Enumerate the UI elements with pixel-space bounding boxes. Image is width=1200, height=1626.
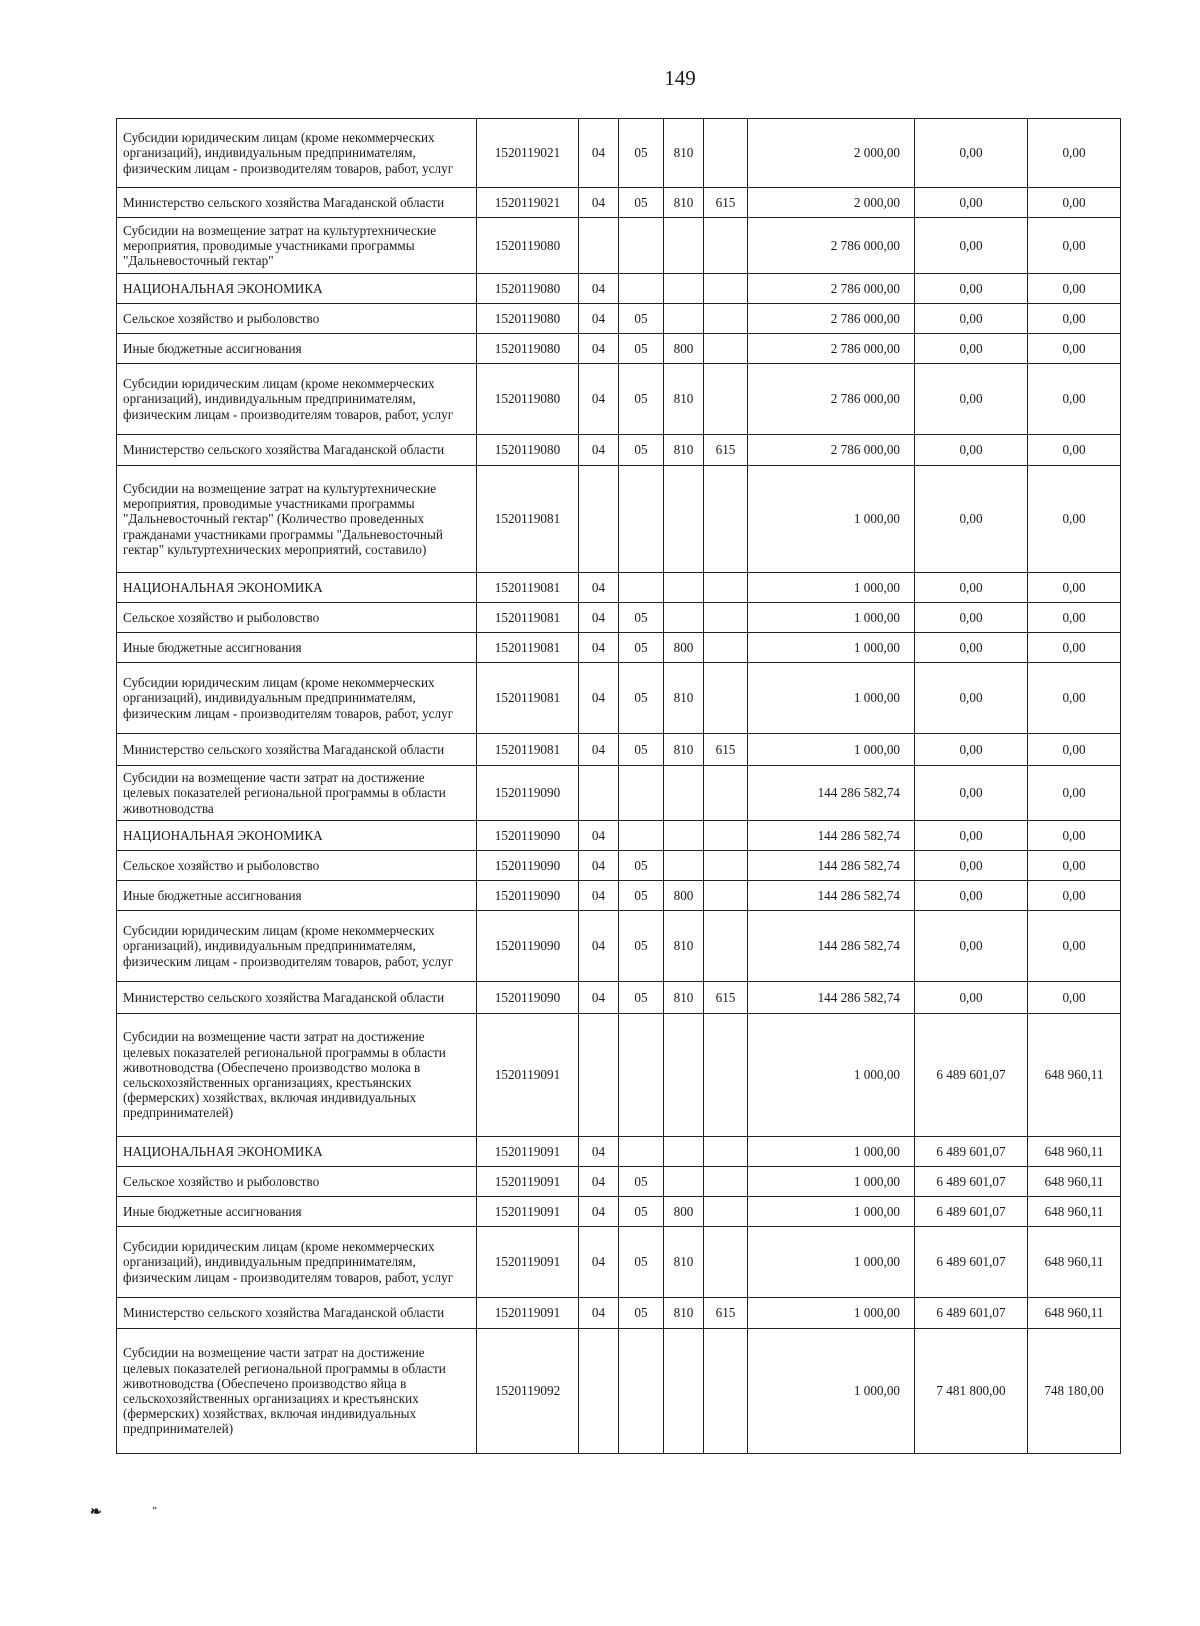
- cell-sum-3: 0,00: [1028, 911, 1121, 982]
- scan-mark: ": [152, 1506, 158, 1517]
- cell-pr: [619, 274, 664, 304]
- cell-vr: [664, 1014, 704, 1137]
- table-row: [117, 851, 1121, 881]
- cell-grbs: [704, 218, 748, 274]
- table-row: [117, 1197, 1121, 1227]
- cell-rz: 04: [579, 603, 619, 633]
- cell-sum-1: 1 000,00: [748, 573, 915, 603]
- cell-rz: [579, 1329, 619, 1454]
- cell-sum-2: 0,00: [915, 766, 1028, 821]
- cell-name: НАЦИОНАЛЬНАЯ ЭКОНОМИКА: [117, 573, 477, 603]
- cell-vr: 810: [664, 911, 704, 982]
- cell-vr: [664, 466, 704, 573]
- cell-grbs: [704, 1227, 748, 1298]
- cell-vr: [664, 1167, 704, 1197]
- table-row: [117, 821, 1121, 851]
- table-row: [117, 573, 1121, 603]
- cell-sum-3: 648 960,11: [1028, 1197, 1121, 1227]
- cell-sum-1: 144 286 582,74: [748, 982, 915, 1014]
- cell-rz: 04: [579, 1167, 619, 1197]
- cell-pr: 05: [619, 119, 664, 188]
- cell-grbs: 615: [704, 188, 748, 218]
- cell-grbs: [704, 304, 748, 334]
- cell-sum-1: 1 000,00: [748, 1197, 915, 1227]
- cell-code: 1520119081: [477, 734, 579, 766]
- cell-pr: [619, 766, 664, 821]
- cell-sum-2: 0,00: [915, 435, 1028, 466]
- cell-sum-3: 0,00: [1028, 304, 1121, 334]
- cell-sum-2: 6 489 601,07: [915, 1227, 1028, 1298]
- cell-grbs: [704, 603, 748, 633]
- cell-code: 1520119080: [477, 274, 579, 304]
- cell-name: Сельское хозяйство и рыболовство: [117, 603, 477, 633]
- cell-name: НАЦИОНАЛЬНАЯ ЭКОНОМИКА: [117, 274, 477, 304]
- table-row: [117, 633, 1121, 663]
- cell-sum-3: 0,00: [1028, 603, 1121, 633]
- cell-name: Иные бюджетные ассигнования: [117, 881, 477, 911]
- table-row: [117, 734, 1121, 766]
- cell-rz: 04: [579, 274, 619, 304]
- cell-sum-2: 0,00: [915, 734, 1028, 766]
- cell-sum-1: 1 000,00: [748, 1298, 915, 1329]
- cell-vr: [664, 573, 704, 603]
- cell-sum-1: 144 286 582,74: [748, 881, 915, 911]
- cell-sum-1: 1 000,00: [748, 466, 915, 573]
- table-row: [117, 1227, 1121, 1298]
- cell-grbs: [704, 881, 748, 911]
- cell-sum-2: 6 489 601,07: [915, 1167, 1028, 1197]
- cell-code: 1520119080: [477, 435, 579, 466]
- cell-rz: 04: [579, 1197, 619, 1227]
- cell-sum-1: 1 000,00: [748, 1137, 915, 1167]
- cell-grbs: [704, 1014, 748, 1137]
- cell-sum-3: 0,00: [1028, 663, 1121, 734]
- cell-grbs: [704, 119, 748, 188]
- cell-code: 1520119091: [477, 1227, 579, 1298]
- cell-name: Сельское хозяйство и рыболовство: [117, 851, 477, 881]
- cell-sum-1: 2 786 000,00: [748, 274, 915, 304]
- cell-rz: [579, 218, 619, 274]
- cell-rz: 04: [579, 1137, 619, 1167]
- cell-sum-2: 0,00: [915, 466, 1028, 573]
- table-row: [117, 435, 1121, 466]
- cell-rz: 04: [579, 364, 619, 435]
- cell-pr: 05: [619, 911, 664, 982]
- cell-sum-3: 748 180,00: [1028, 1329, 1121, 1454]
- cell-vr: 810: [664, 364, 704, 435]
- cell-sum-2: 6 489 601,07: [915, 1014, 1028, 1137]
- cell-name: Субсидии на возмещение части затрат на достижение целевых показателей региональной программы в области животноводства (Обеспечено производство яйца в сельскохозяйственных организациях и крестьянских (фермерских) хозяйствах, включая индивидуальных предпринимателей): [117, 1329, 477, 1454]
- cell-sum-3: 0,00: [1028, 821, 1121, 851]
- cell-name: Субсидии на возмещение затрат на культуртехнические мероприятия, проводимые участниками программы "Дальневосточный гектар": [117, 218, 477, 274]
- cell-grbs: [704, 364, 748, 435]
- table-row: [117, 334, 1121, 364]
- cell-grbs: [704, 766, 748, 821]
- table-row: [117, 188, 1121, 218]
- cell-code: 1520119080: [477, 364, 579, 435]
- cell-vr: [664, 218, 704, 274]
- cell-vr: [664, 766, 704, 821]
- cell-sum-2: 0,00: [915, 218, 1028, 274]
- cell-pr: [619, 1329, 664, 1454]
- cell-sum-2: 6 489 601,07: [915, 1137, 1028, 1167]
- cell-sum-2: 0,00: [915, 119, 1028, 188]
- cell-pr: 05: [619, 603, 664, 633]
- cell-rz: [579, 1014, 619, 1137]
- cell-sum-3: 0,00: [1028, 881, 1121, 911]
- cell-code: 1520119081: [477, 633, 579, 663]
- cell-rz: 04: [579, 633, 619, 663]
- cell-sum-1: 2 786 000,00: [748, 334, 915, 364]
- cell-sum-3: 0,00: [1028, 218, 1121, 274]
- cell-sum-2: 0,00: [915, 334, 1028, 364]
- cell-name: Субсидии юридическим лицам (кроме некоммерческих организаций), индивидуальным предпринимателям, физическим лицам - производителям товаров, работ, услуг: [117, 364, 477, 435]
- cell-grbs: 615: [704, 1298, 748, 1329]
- table-row: [117, 663, 1121, 734]
- cell-sum-2: 0,00: [915, 304, 1028, 334]
- cell-vr: [664, 1329, 704, 1454]
- cell-rz: 04: [579, 304, 619, 334]
- cell-sum-1: 1 000,00: [748, 603, 915, 633]
- cell-code: 1520119080: [477, 218, 579, 274]
- cell-vr: 810: [664, 982, 704, 1014]
- cell-pr: 05: [619, 982, 664, 1014]
- scan-mark: ❧: [90, 1505, 102, 1520]
- cell-sum-1: 1 000,00: [748, 633, 915, 663]
- cell-rz: 04: [579, 663, 619, 734]
- cell-pr: [619, 821, 664, 851]
- cell-sum-3: 648 960,11: [1028, 1137, 1121, 1167]
- cell-rz: 04: [579, 188, 619, 218]
- cell-sum-2: 0,00: [915, 364, 1028, 435]
- cell-pr: 05: [619, 188, 664, 218]
- cell-name: Министерство сельского хозяйства Магаданской области: [117, 188, 477, 218]
- cell-pr: 05: [619, 304, 664, 334]
- table-row: [117, 466, 1121, 573]
- cell-rz: 04: [579, 851, 619, 881]
- cell-sum-1: 1 000,00: [748, 1227, 915, 1298]
- cell-pr: 05: [619, 1197, 664, 1227]
- cell-pr: [619, 1014, 664, 1137]
- cell-sum-3: 0,00: [1028, 435, 1121, 466]
- table-row: [117, 218, 1121, 274]
- cell-grbs: [704, 821, 748, 851]
- cell-sum-1: 2 786 000,00: [748, 364, 915, 435]
- cell-pr: 05: [619, 1227, 664, 1298]
- cell-code: 1520119080: [477, 334, 579, 364]
- cell-name: Министерство сельского хозяйства Магаданской области: [117, 734, 477, 766]
- cell-sum-2: 6 489 601,07: [915, 1298, 1028, 1329]
- cell-rz: 04: [579, 1298, 619, 1329]
- cell-code: 1520119090: [477, 881, 579, 911]
- cell-sum-1: 1 000,00: [748, 734, 915, 766]
- table-row: [117, 766, 1121, 821]
- table-row: [117, 603, 1121, 633]
- cell-grbs: [704, 334, 748, 364]
- cell-pr: 05: [619, 1167, 664, 1197]
- cell-sum-1: 2 786 000,00: [748, 304, 915, 334]
- cell-sum-3: 0,00: [1028, 119, 1121, 188]
- cell-sum-1: 1 000,00: [748, 1014, 915, 1137]
- cell-sum-3: 0,00: [1028, 364, 1121, 435]
- cell-pr: 05: [619, 734, 664, 766]
- cell-pr: 05: [619, 633, 664, 663]
- cell-sum-3: 0,00: [1028, 851, 1121, 881]
- budget-table: [116, 118, 1121, 1454]
- cell-vr: 800: [664, 1197, 704, 1227]
- table-row: [117, 364, 1121, 435]
- cell-name: Сельское хозяйство и рыболовство: [117, 1167, 477, 1197]
- table-row: [117, 1167, 1121, 1197]
- cell-grbs: [704, 1197, 748, 1227]
- table-row: [117, 911, 1121, 982]
- cell-pr: [619, 218, 664, 274]
- cell-vr: 810: [664, 1227, 704, 1298]
- cell-code: 1520119090: [477, 821, 579, 851]
- table-row: [117, 274, 1121, 304]
- cell-name: Субсидии юридическим лицам (кроме некоммерческих организаций), индивидуальным предпринимателям, физическим лицам - производителям товаров, работ, услуг: [117, 119, 477, 188]
- cell-sum-1: 1 000,00: [748, 1167, 915, 1197]
- cell-rz: 04: [579, 1227, 619, 1298]
- cell-sum-2: 6 489 601,07: [915, 1197, 1028, 1227]
- cell-sum-2: 0,00: [915, 274, 1028, 304]
- cell-sum-3: 0,00: [1028, 334, 1121, 364]
- cell-vr: 810: [664, 188, 704, 218]
- cell-vr: [664, 603, 704, 633]
- cell-grbs: [704, 1167, 748, 1197]
- cell-pr: 05: [619, 881, 664, 911]
- cell-sum-2: 0,00: [915, 881, 1028, 911]
- cell-pr: 05: [619, 663, 664, 734]
- cell-name: Субсидии юридическим лицам (кроме некоммерческих организаций), индивидуальным предпринимателям, физическим лицам - производителям товаров, работ, услуг: [117, 1227, 477, 1298]
- cell-vr: 810: [664, 1298, 704, 1329]
- cell-code: 1520119090: [477, 982, 579, 1014]
- cell-sum-3: 648 960,11: [1028, 1298, 1121, 1329]
- cell-sum-3: 0,00: [1028, 633, 1121, 663]
- cell-rz: 04: [579, 435, 619, 466]
- cell-name: Иные бюджетные ассигнования: [117, 1197, 477, 1227]
- cell-vr: 800: [664, 334, 704, 364]
- cell-grbs: 615: [704, 982, 748, 1014]
- table-row: [117, 881, 1121, 911]
- cell-pr: 05: [619, 334, 664, 364]
- cell-sum-2: 0,00: [915, 573, 1028, 603]
- cell-name: Сельское хозяйство и рыболовство: [117, 304, 477, 334]
- cell-vr: 800: [664, 633, 704, 663]
- cell-vr: 800: [664, 881, 704, 911]
- cell-rz: 04: [579, 734, 619, 766]
- cell-code: 1520119091: [477, 1298, 579, 1329]
- cell-sum-2: 0,00: [915, 663, 1028, 734]
- cell-rz: 04: [579, 881, 619, 911]
- cell-name: Министерство сельского хозяйства Магаданской области: [117, 1298, 477, 1329]
- cell-sum-1: 144 286 582,74: [748, 851, 915, 881]
- cell-sum-1: 2 786 000,00: [748, 435, 915, 466]
- cell-grbs: [704, 573, 748, 603]
- cell-sum-3: 0,00: [1028, 766, 1121, 821]
- cell-grbs: [704, 911, 748, 982]
- cell-name: НАЦИОНАЛЬНАЯ ЭКОНОМИКА: [117, 821, 477, 851]
- cell-sum-2: 7 481 800,00: [915, 1329, 1028, 1454]
- cell-code: 1520119081: [477, 573, 579, 603]
- cell-code: 1520119081: [477, 603, 579, 633]
- cell-rz: [579, 466, 619, 573]
- cell-rz: 04: [579, 911, 619, 982]
- cell-pr: [619, 1137, 664, 1167]
- cell-rz: [579, 766, 619, 821]
- cell-pr: 05: [619, 435, 664, 466]
- cell-pr: 05: [619, 1298, 664, 1329]
- cell-rz: 04: [579, 982, 619, 1014]
- cell-name: Субсидии на возмещение части затрат на достижение целевых показателей региональной программы в области животноводства: [117, 766, 477, 821]
- cell-sum-2: 0,00: [915, 603, 1028, 633]
- cell-name: Иные бюджетные ассигнования: [117, 334, 477, 364]
- cell-sum-1: 2 000,00: [748, 188, 915, 218]
- table-row: [117, 1137, 1121, 1167]
- cell-sum-1: 144 286 582,74: [748, 911, 915, 982]
- cell-name: Министерство сельского хозяйства Магаданской области: [117, 982, 477, 1014]
- cell-pr: [619, 573, 664, 603]
- cell-grbs: [704, 663, 748, 734]
- cell-name: Министерство сельского хозяйства Магаданской области: [117, 435, 477, 466]
- cell-sum-2: 0,00: [915, 911, 1028, 982]
- cell-vr: [664, 274, 704, 304]
- cell-vr: 810: [664, 663, 704, 734]
- table-row: [117, 1298, 1121, 1329]
- cell-grbs: 615: [704, 435, 748, 466]
- cell-code: 1520119090: [477, 851, 579, 881]
- cell-sum-1: 2 786 000,00: [748, 218, 915, 274]
- cell-pr: 05: [619, 851, 664, 881]
- cell-sum-2: 0,00: [915, 821, 1028, 851]
- cell-sum-1: 1 000,00: [748, 1329, 915, 1454]
- cell-name: Субсидии на возмещение части затрат на достижение целевых показателей региональной программы в области животноводства (Обеспечено производство молока в сельскохозяйственных организациях, крестьянских (фермерских) хозяйствах, включая индивидуальных предпринимателей): [117, 1014, 477, 1137]
- cell-sum-3: 0,00: [1028, 982, 1121, 1014]
- cell-code: 1520119092: [477, 1329, 579, 1454]
- cell-code: 1520119091: [477, 1197, 579, 1227]
- cell-code: 1520119090: [477, 911, 579, 982]
- cell-code: 1520119091: [477, 1137, 579, 1167]
- cell-grbs: 615: [704, 734, 748, 766]
- cell-grbs: [704, 466, 748, 573]
- cell-sum-1: 1 000,00: [748, 663, 915, 734]
- cell-vr: 810: [664, 119, 704, 188]
- cell-grbs: [704, 274, 748, 304]
- table-row: [117, 1014, 1121, 1137]
- cell-pr: [619, 466, 664, 573]
- cell-code: 1520119081: [477, 663, 579, 734]
- cell-code: 1520119081: [477, 466, 579, 573]
- cell-sum-3: 0,00: [1028, 466, 1121, 573]
- cell-sum-2: 0,00: [915, 188, 1028, 218]
- cell-vr: 810: [664, 734, 704, 766]
- cell-vr: [664, 821, 704, 851]
- cell-name: НАЦИОНАЛЬНАЯ ЭКОНОМИКА: [117, 1137, 477, 1167]
- cell-rz: 04: [579, 334, 619, 364]
- table-row: [117, 119, 1121, 188]
- cell-grbs: [704, 1137, 748, 1167]
- cell-rz: 04: [579, 119, 619, 188]
- cell-sum-3: 648 960,11: [1028, 1227, 1121, 1298]
- cell-code: 1520119080: [477, 304, 579, 334]
- cell-rz: 04: [579, 573, 619, 603]
- cell-sum-1: 144 286 582,74: [748, 766, 915, 821]
- cell-grbs: [704, 1329, 748, 1454]
- cell-vr: [664, 304, 704, 334]
- cell-grbs: [704, 633, 748, 663]
- cell-sum-3: 0,00: [1028, 734, 1121, 766]
- cell-sum-3: 0,00: [1028, 274, 1121, 304]
- cell-grbs: [704, 851, 748, 881]
- cell-code: 1520119021: [477, 119, 579, 188]
- cell-code: 1520119091: [477, 1167, 579, 1197]
- cell-pr: 05: [619, 364, 664, 435]
- table-row: [117, 1329, 1121, 1454]
- cell-name: Субсидии на возмещение затрат на культуртехнические мероприятия, проводимые участниками программы "Дальневосточный гектар" (Количество проведенных гражданами участниками программы "Дальневосточный гектар" культуртехнических мероприятий, составило): [117, 466, 477, 573]
- cell-name: Субсидии юридическим лицам (кроме некоммерческих организаций), индивидуальным предпринимателям, физическим лицам - производителям товаров, работ, услуг: [117, 663, 477, 734]
- cell-sum-1: 2 000,00: [748, 119, 915, 188]
- cell-vr: [664, 1137, 704, 1167]
- cell-vr: [664, 851, 704, 881]
- table-row: [117, 982, 1121, 1014]
- cell-sum-3: 648 960,11: [1028, 1014, 1121, 1137]
- table-row: [117, 304, 1121, 334]
- cell-sum-3: 0,00: [1028, 573, 1121, 603]
- page-number: 149: [664, 66, 696, 90]
- cell-sum-1: 144 286 582,74: [748, 821, 915, 851]
- cell-code: 1520119021: [477, 188, 579, 218]
- cell-name: Иные бюджетные ассигнования: [117, 633, 477, 663]
- cell-code: 1520119090: [477, 766, 579, 821]
- cell-sum-3: 648 960,11: [1028, 1167, 1121, 1197]
- cell-rz: 04: [579, 821, 619, 851]
- cell-sum-2: 0,00: [915, 851, 1028, 881]
- cell-vr: 810: [664, 435, 704, 466]
- cell-sum-3: 0,00: [1028, 188, 1121, 218]
- cell-sum-2: 0,00: [915, 982, 1028, 1014]
- cell-code: 1520119091: [477, 1014, 579, 1137]
- cell-sum-2: 0,00: [915, 633, 1028, 663]
- cell-name: Субсидии юридическим лицам (кроме некоммерческих организаций), индивидуальным предпринимателям, физическим лицам - производителям товаров, работ, услуг: [117, 911, 477, 982]
